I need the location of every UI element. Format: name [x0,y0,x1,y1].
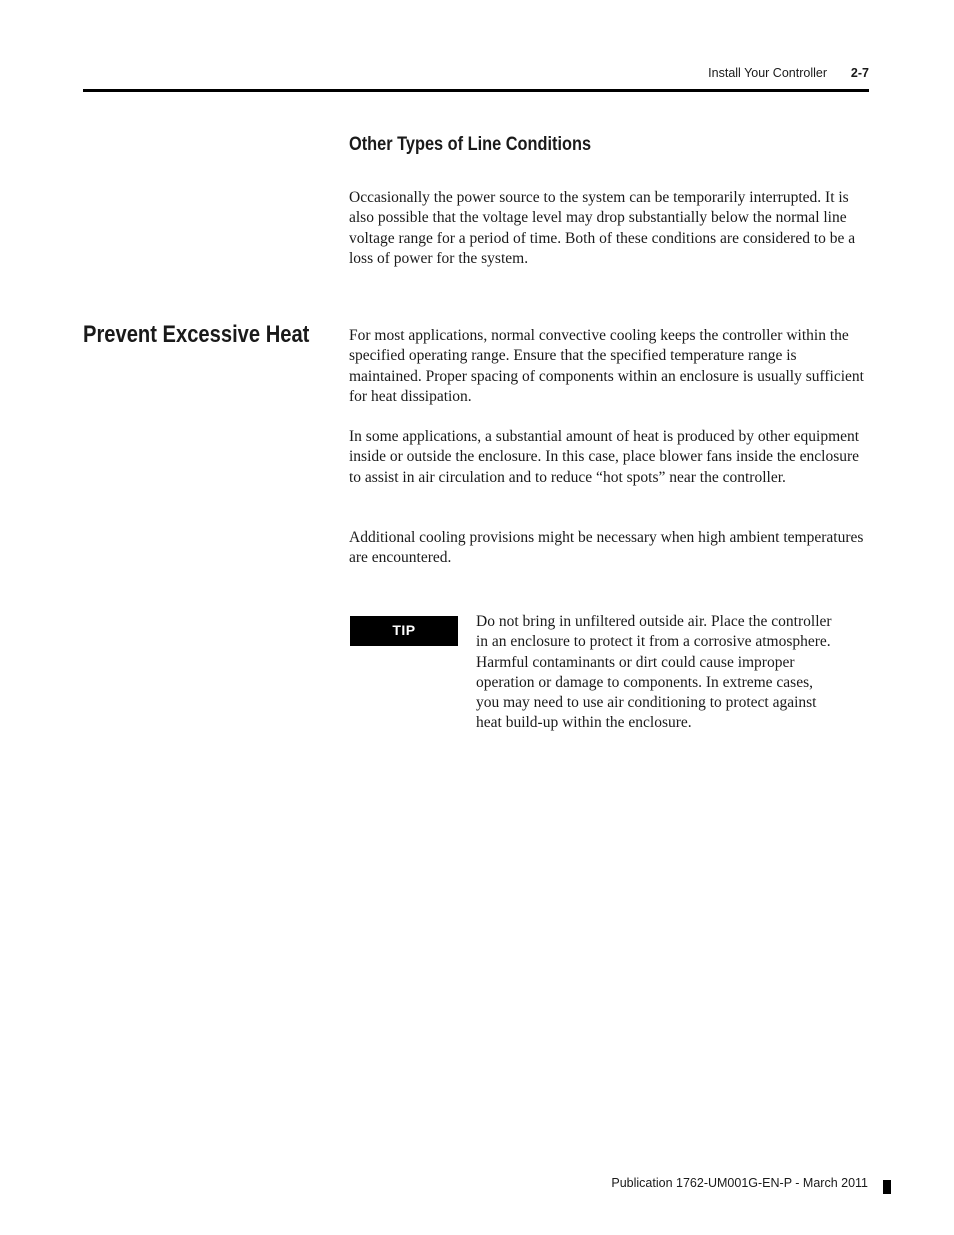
line-conditions-heading: Other Types of Line Conditions [349,134,592,155]
header-page-number: 2-7 [850,66,869,80]
tip-text: Do not bring in unfiltered outside air. Place the controller in an enclosure to protect it from a corrosive atmosphere. Harmful contaminants or dirt could cause improper operation or damage to components. In extreme cases, you may need to use air conditioning to protect against heat build-up within the enclosure. [476,613,832,732]
heat-paragraph-2: In some applications, a substantial amount of heat is produced by other equipment inside or outside the enclosure. In this case, place blower fans inside the enclosure to assist in air circulation and to reduce “hot spots” near the controller. [349,428,860,486]
line-conditions-paragraph: Occasionally the power source to the system can be temporarily interrupted. It is also possible that the voltage level may drop substantially below the normal line voltage range for a period of time. Both of these conditions are considered to be a loss of power for the system. [349,189,856,267]
header-section-title: Install Your Controller [708,66,827,80]
heat-paragraph-3: Additional cooling provisions might be necessary when high ambient temperatures are encountered. [349,529,864,567]
tip-badge: TIP [350,616,458,646]
footer-publication: Publication 1762-UM001G-EN-P - March 2011 [611,1176,868,1190]
heat-paragraph-1: For most applications, normal convective cooling keeps the controller within the specified operating range. Ensure that the specified temperature range is maintained. Proper spacing of components within an enclosure is usually sufficient for heat dissipation. [349,327,864,405]
page-header [83,64,869,84]
prevent-heat-heading: Prevent Excessive Heat [83,321,310,348]
header-rule [83,89,869,92]
footer-marker [883,1180,891,1194]
